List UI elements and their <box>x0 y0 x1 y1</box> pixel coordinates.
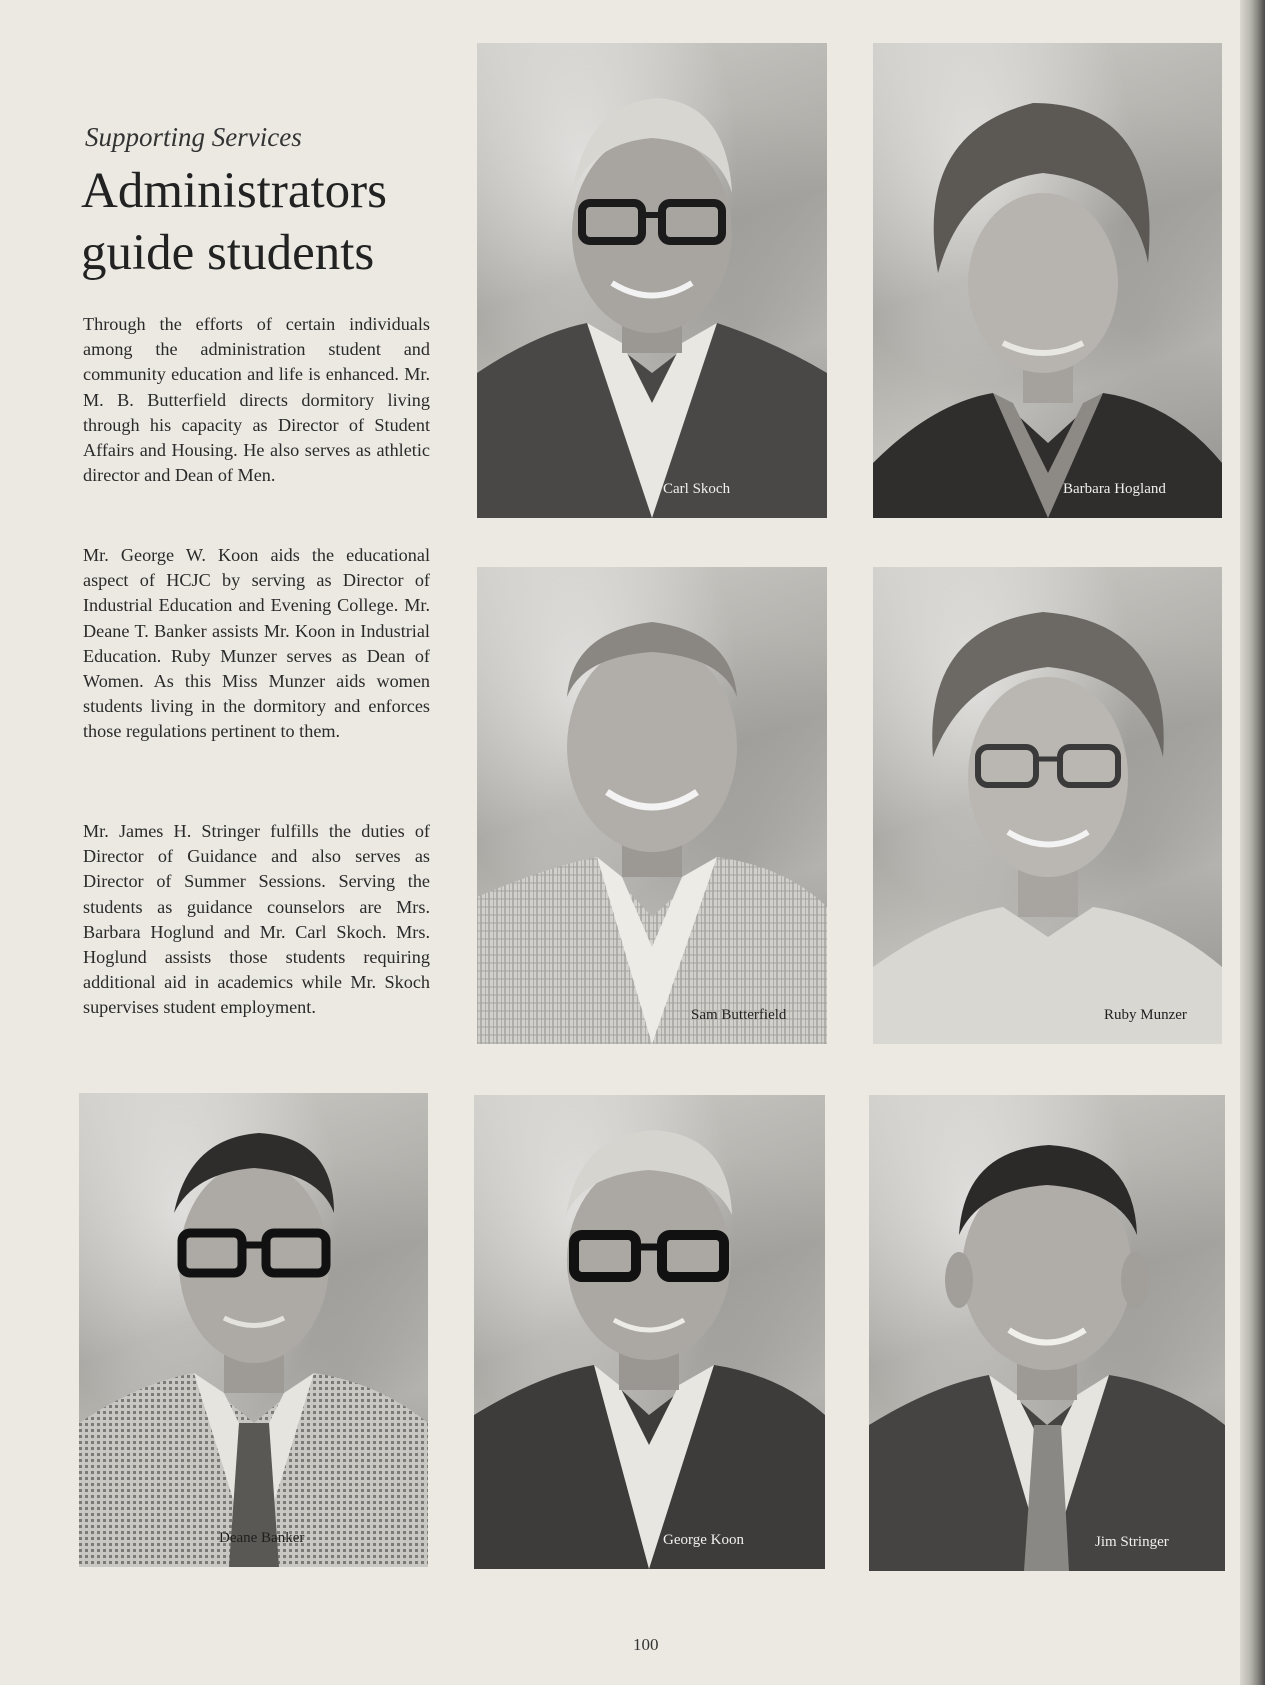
binding-edge <box>1240 0 1265 1685</box>
portrait-ruby-munzer <box>873 567 1222 1044</box>
headline-line-1: Administrators <box>81 163 387 219</box>
man-portrait-illustration <box>477 567 827 1044</box>
portrait-george-koon <box>474 1095 825 1569</box>
man-glasses-portrait-illustration <box>477 43 827 518</box>
section-kicker: Supporting Services <box>85 122 302 152</box>
portrait-deane-banker <box>79 1093 428 1567</box>
headline-line-2: guide students <box>81 225 375 281</box>
man-portrait-illustration <box>869 1095 1225 1571</box>
portrait-caption: George Koon <box>663 1532 744 1548</box>
body-paragraph: Mr. George W. Koon aids the educational aspect of HCJC by serving as Director of Industrial Education and Evening College. Mr. Deane T. Banker assists Mr. Koon in Industrial Education. Ruby Munzer serves as Dean of Women. As this Miss Munzer aids women students living in the dormitory and enforces those regulations pertinent to them. <box>83 545 430 742</box>
portrait-carl-skoch <box>477 43 827 518</box>
portrait-caption: Deane Banker <box>219 1530 305 1546</box>
body-paragraph: Mr. James H. Stringer fulfills the duties of Director of Guidance and also serves as Director of Summer Sessions. Serving the students as guidance counselors are Mrs. Barbara Hoglund and Mr. Carl Skoch. Mrs. Hoglund assists those students requiring additional aid in academics while Mr. Skoch supervises student employment. <box>83 821 430 1018</box>
portrait-sam-butterfield <box>477 567 827 1044</box>
man-glasses-portrait-illustration <box>474 1095 825 1569</box>
portrait-caption: Barbara Hogland <box>1063 481 1166 497</box>
page-number: 100 <box>633 1635 659 1654</box>
portrait-caption: Carl Skoch <box>663 481 731 497</box>
portrait-caption: Jim Stringer <box>1095 1534 1169 1550</box>
portrait-caption: Ruby Munzer <box>1104 1007 1187 1023</box>
portrait-caption: Sam Butterfield <box>691 1007 787 1023</box>
body-paragraph: Through the efforts of certain individuals among the administration student and community education and life is enhanced. Mr. M. B. Butterfield directs dormitory living through his capacity as Director of Student Affairs and Housing. He also serves as athletic director and Dean of Men. <box>83 314 430 486</box>
woman-glasses-portrait-illustration <box>873 567 1222 1044</box>
man-glasses-portrait-illustration <box>79 1093 428 1567</box>
portrait-barbara-hogland <box>873 43 1222 518</box>
page-headline <box>81 160 441 284</box>
woman-portrait-illustration <box>873 43 1222 518</box>
portrait-jim-stringer <box>869 1095 1225 1571</box>
